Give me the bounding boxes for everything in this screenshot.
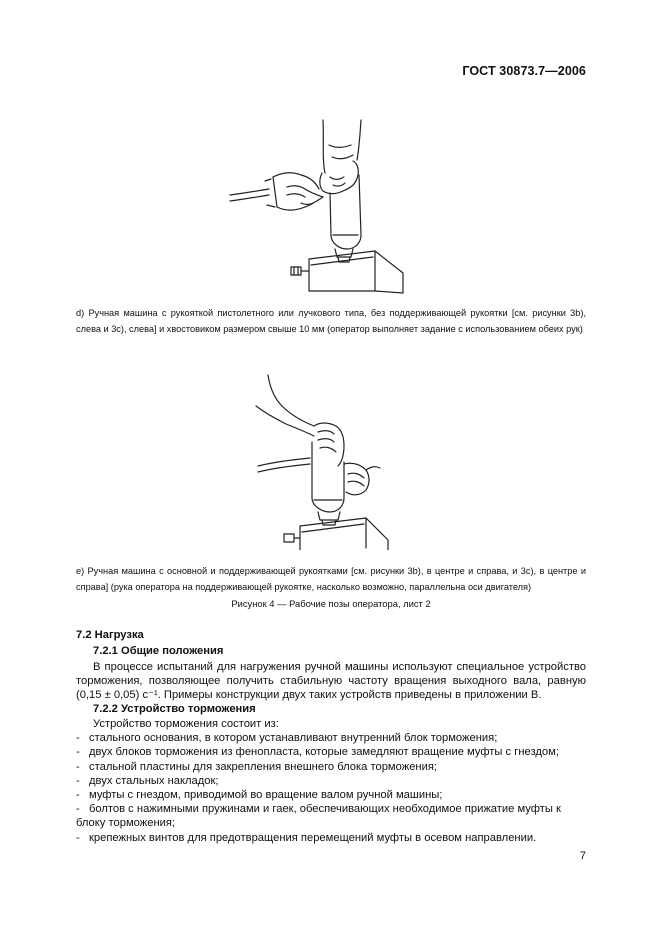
list-dash: - [76, 774, 80, 787]
section-7-2-2-body [76, 717, 586, 845]
list-item: - болтов с нажимными пружинами и гаек, обеспечивающих необходимое прижатие муфты к блоку торможения; [76, 803, 561, 830]
list-dash: - [76, 760, 80, 773]
figure-title: Рисунок 4 — Рабочие позы оператора, лист 2 [231, 598, 431, 609]
figure-d-illustration [225, 115, 415, 295]
section-7-2-1-heading: 7.2.1 Общие положения [93, 645, 224, 657]
brake-device-components-list [76, 731, 586, 845]
section-7-2-heading: 7.2 Нагрузка [76, 629, 144, 641]
list-dash: - [76, 746, 80, 759]
list-item: - стального основания, в котором устанавливают внутренний блок торможения; [76, 732, 498, 745]
section-7-2-2-heading: 7.2.2 Устройство торможения [93, 703, 256, 715]
list-dash: - [76, 803, 80, 816]
section-7-2-2-intro: Устройство торможения состоит из: [93, 718, 279, 730]
list-item: - двух блоков торможения из фенопласта, которые замедляют вращение муфты с гнездом; [76, 746, 559, 759]
list-dash: - [76, 732, 80, 745]
list-item: - стальной пластины для закрепления внешнего блока торможения; [76, 760, 438, 773]
list-dash: - [76, 789, 80, 802]
figure-e-caption: e) Ручная машина с основной и поддерживающей рукоятками [см. рисунки 3b), в центре и справа, и 3c), в центре и справа] (рука оператора на поддерживающей рукоятке, насколько возможно, параллельна оси двигателя) [76, 566, 586, 592]
list-dash: - [76, 831, 80, 844]
figure-d-caption: d) Ручная машина с рукояткой пистолетного или лучкового типа, без поддерживающей рукоятки [см. рисунки 3b), слева и 3c), слева] и хвостовиком размером свыше 10 мм (оператор выполняет задание с использованием обеих рук) [76, 308, 586, 334]
document-standard-header: ГОСТ 30873.7—2006 [462, 64, 586, 78]
list-item: - двух стальных накладок; [76, 774, 219, 787]
list-item: - муфты с гнездом, приводимой во вращение валом ручной машины; [76, 789, 443, 802]
list-item: - крепежных винтов для предотвращения перемещений муфты в осевом направлении. [76, 831, 537, 844]
page-number: 7 [579, 850, 586, 862]
section-7-2-1-body [76, 660, 586, 703]
figure-e-illustration [248, 370, 408, 550]
section-7-2-1-paragraph: В процессе испытаний для нагружения ручной машины используют специальное устройство торможения, позволяющее получить стабильную частоту вращения выходного вала, равную (0,15 ± 0,05) с⁻¹. Примеры конструкции двух таких устройств приведены в приложении В. [76, 661, 586, 702]
